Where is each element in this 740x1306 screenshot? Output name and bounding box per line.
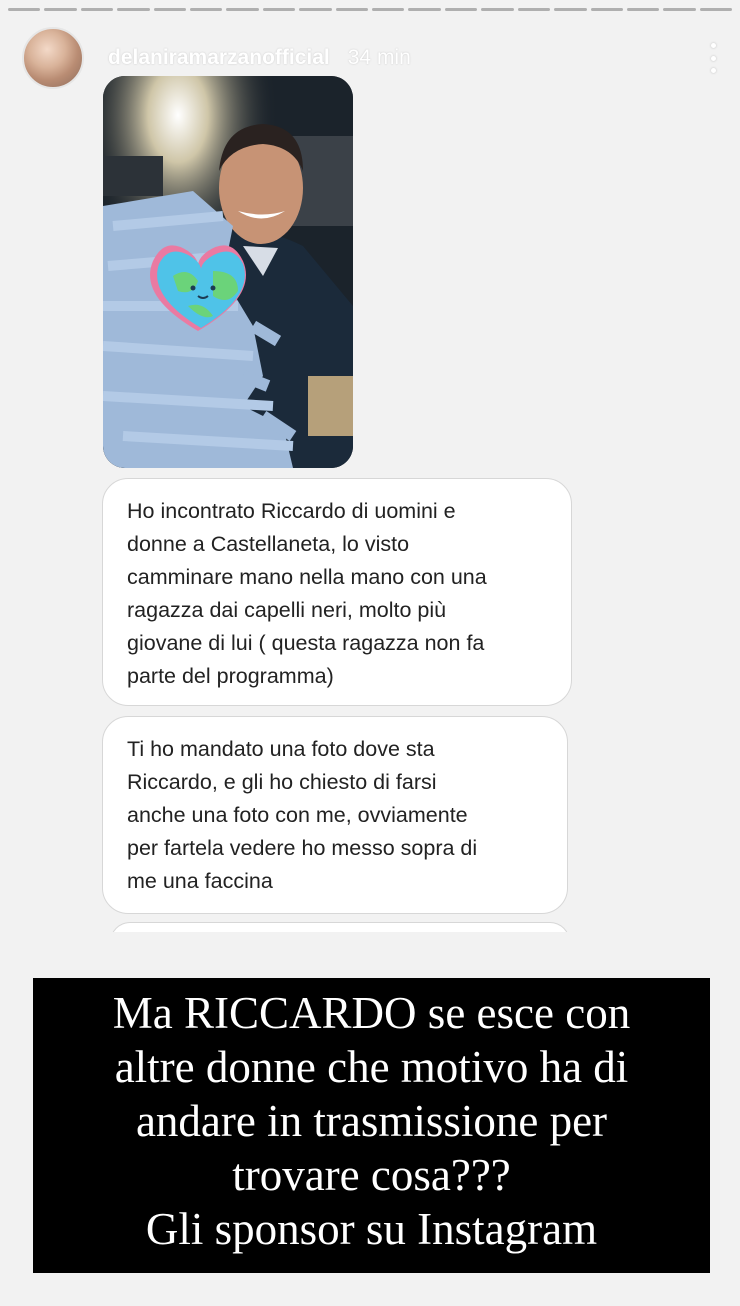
- more-options-icon[interactable]: [708, 43, 718, 73]
- story-timestamp: 34 min: [347, 46, 411, 69]
- photo-image: [103, 76, 353, 468]
- story-progress-bar: [8, 8, 732, 11]
- shared-photo: [103, 76, 353, 468]
- avatar[interactable]: [22, 27, 84, 89]
- message-bubble: Ti ho mandato una foto dove sta Riccardo, e gli ho chiesto di farsi anche una foto con me, ovviamente per fartela vedere ho messo sopra di me una faccina: [102, 716, 568, 914]
- username[interactable]: delaniramarzanofficial: [108, 46, 330, 69]
- message-bubble: Ho incontrato Riccardo di uomini e donne a Castellaneta, lo visto camminare mano nella mano con una ragazza dai capelli neri, molto più giovane di lui ( questa ragazza non fa parte del programma): [102, 478, 572, 706]
- story-caption: Ma RICCARDO se esce con altre donne che motivo ha di andare in trasmissione per trovare cosa??? Gli sponsor su Instagram: [33, 978, 710, 1273]
